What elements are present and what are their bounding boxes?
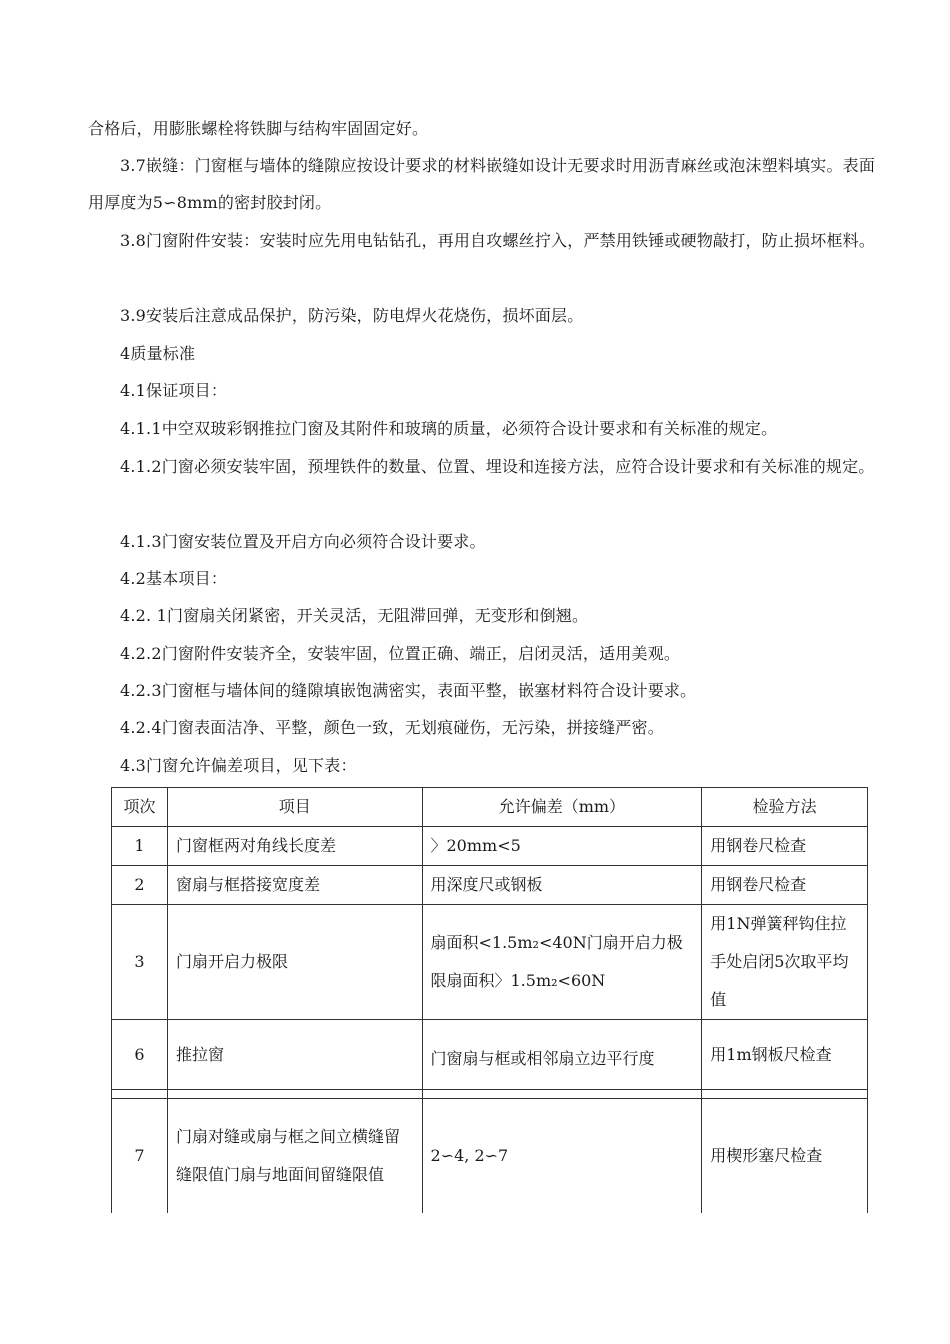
table-cell: 7 [112,1099,168,1213]
subsection-heading: 4.1保证项目： [120,381,228,400]
table-gap-row [112,1090,868,1099]
table-cell: 2 [112,866,168,905]
paragraph: 4.1.2门窗必须安装牢固，预埋铁件的数量、位置、埋设和连接方法，应符合设计要求和有关标准的规定。 [120,457,875,476]
paragraph: 4.3门窗允许偏差项目，见下表： [120,756,357,775]
table-cell: 用深度尺或钢板 [422,866,702,905]
paragraph: 3.8门窗附件安装：安装时应先用电钻钻孔，再用自攻螺丝拧入，严禁用铁锤或硬物敲打，防止损坏框料。 [120,231,876,250]
table-cell: 1 [112,827,168,866]
table-row [112,1020,868,1090]
table-cell: 用钢卷尺检查 [702,866,868,905]
paragraph: 4.1.3门窗安装位置及开启方向必须符合设计要求。 [120,532,486,551]
table-row [112,827,868,866]
table-cell: 用楔形塞尺检查 [702,1099,868,1213]
header-cell: 项目 [167,788,422,827]
header-cell: 项次 [112,788,168,827]
header-cell: 允许偏差（mm） [422,788,702,827]
paragraph: 4.2.3门窗框与墙体间的缝隙填嵌饱满密实，表面平整，嵌塞材料符合设计要求。 [120,681,697,700]
table-row [112,866,868,905]
paragraph: 3.7嵌缝：门窗框与墙体的缝隙应按设计要求的材料嵌缝如设计无要求时用沥青麻丝或泡沫塑料填实。表面用厚度为5∽8mm的密封胶封闭。 [88,156,876,212]
paragraph: 4.2.4门窗表面洁净、平整，颜色一致，无划痕碰伤，无污染，拼接缝严密。 [120,718,664,737]
table-cell: 3 [112,905,168,1020]
table-cell: 门窗扇与框或相邻扇立边平行度 [422,1020,702,1090]
section-heading: 4质量标准 [120,344,196,363]
paragraph: 4.1.1中空双玻彩钢推拉门窗及其附件和玻璃的质量，必须符合设计要求和有关标准的规定。 [120,419,778,438]
table-cell: 门扇对缝或扇与框之间立横缝留缝限值门扇与地面间留缝限值 [167,1099,422,1213]
table-cell: 用1m钢板尺检查 [702,1020,868,1090]
table-cell: 〉20mm<5 [422,827,702,866]
table-cell: 窗扇与框搭接宽度差 [167,866,422,905]
paragraph: 合格后，用膨胀螺栓将铁脚与结构牢固固定好。 [88,119,429,138]
header-cell: 检验方法 [702,788,868,827]
paragraph: 4.2.2门窗附件安装齐全，安装牢固，位置正确、端正，启闭灵活，适用美观。 [120,644,681,663]
table-header-row [112,788,868,827]
table-cell: 门扇开启力极限 [167,905,422,1020]
subsection-heading: 4.2基本项目： [120,569,228,588]
table-cell: 用1N弹簧秤钩住拉手处启闭5次取平均值 [702,905,868,1020]
table-cell: 2∽4, 2∽7 [422,1099,702,1213]
table-cell: 扇面积<1.5m₂<40N门扇开启力极限扇面积〉1.5m₂<60N [422,905,702,1020]
paragraph: 4.2. 1门窗扇关闭紧密，开关灵活，无阻滞回弹，无变形和倒翘。 [120,606,589,625]
table-cell: 6 [112,1020,168,1090]
table-cell: 推拉窗 [167,1020,422,1090]
table-row [112,1099,868,1213]
paragraph: 3.9安装后注意成品保护，防污染，防电焊火花烧伤，损坏面层。 [120,306,584,325]
table-row [112,905,868,1020]
table-cell: 用钢卷尺检查 [702,827,868,866]
deviation-table [111,787,868,1213]
table-cell: 门窗框两对角线长度差 [167,827,422,866]
